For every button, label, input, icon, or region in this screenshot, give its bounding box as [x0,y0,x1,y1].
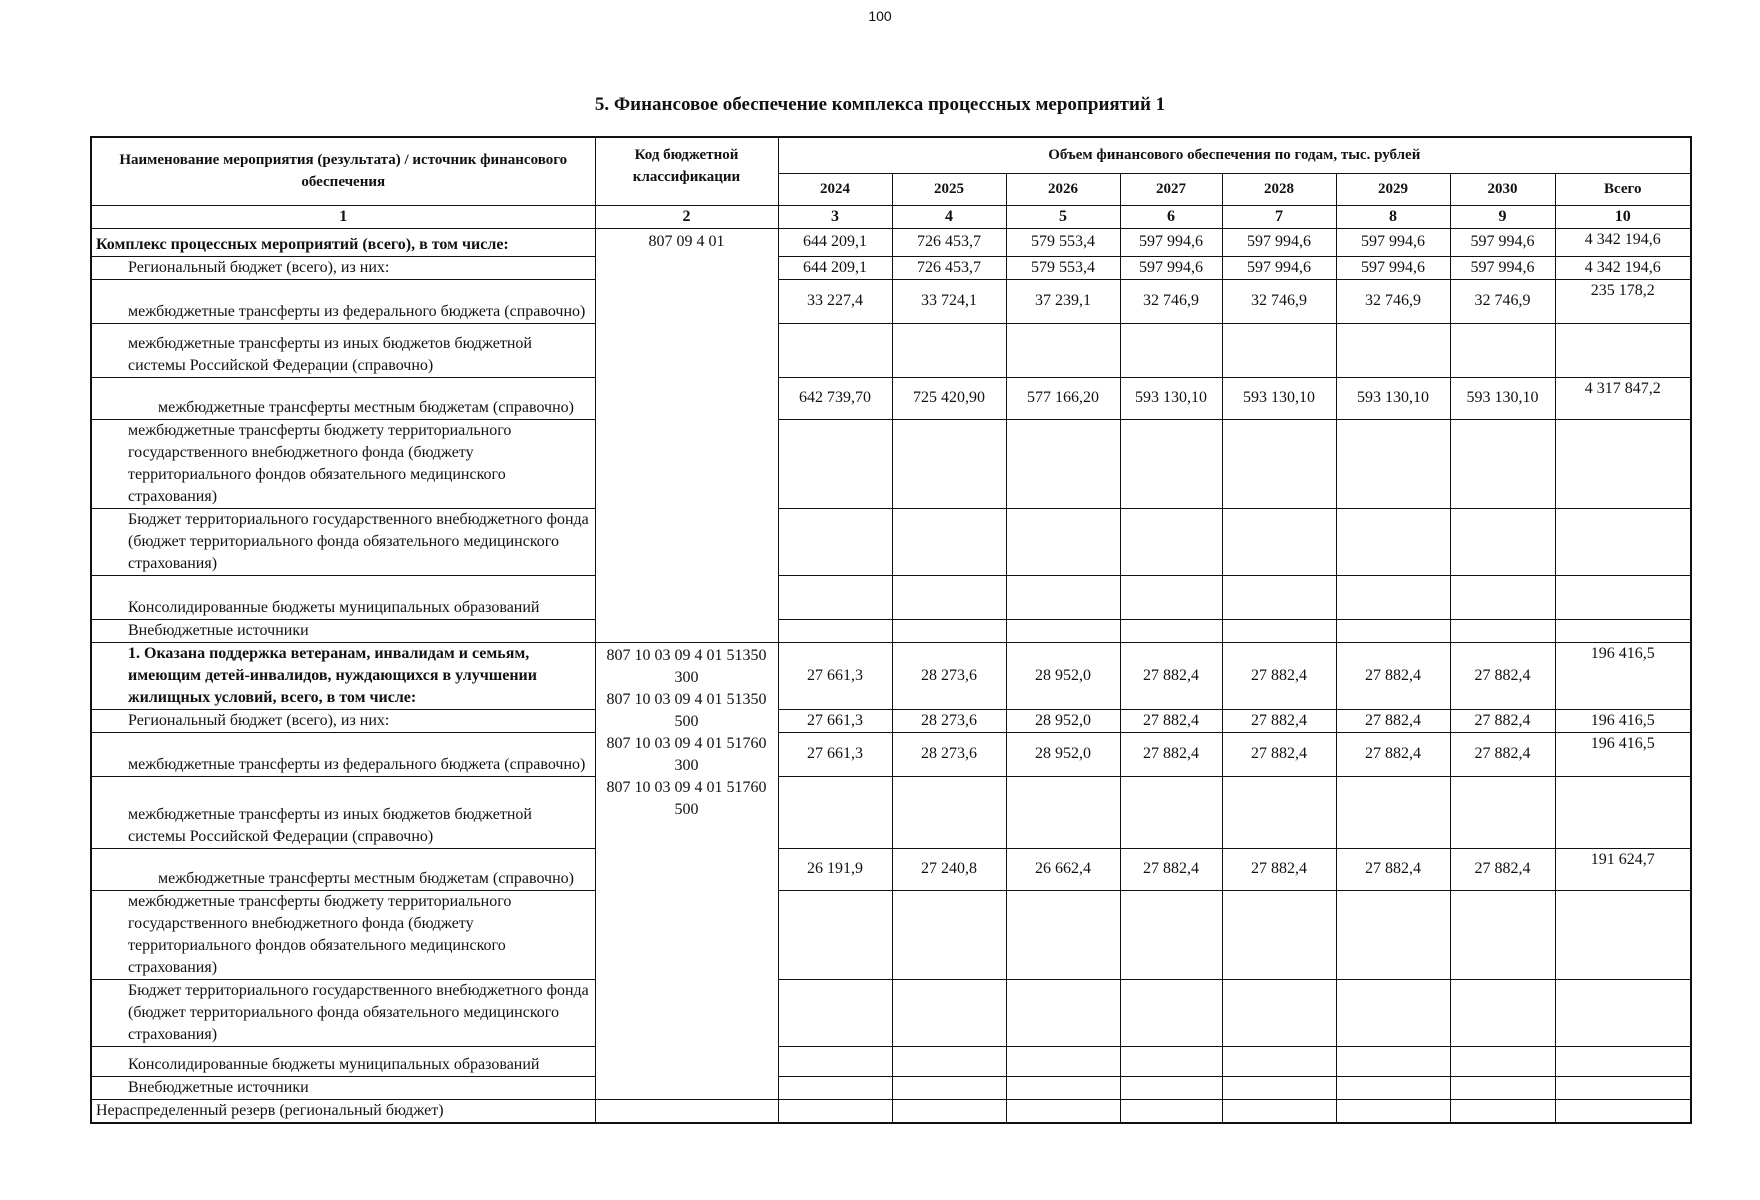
value-cell [892,1099,1006,1123]
total-cell [1555,323,1691,377]
value-cell: 37 239,1 [1006,279,1120,323]
value-cell [1450,619,1555,642]
table-row [91,619,1691,642]
value-cell [1006,323,1120,377]
value-cell [1450,1076,1555,1099]
value-cell: 27 882,4 [1120,848,1222,890]
page-number: 100 [868,8,892,24]
table-row [91,732,1691,776]
value-cell [1120,1076,1222,1099]
row-label: Консолидированные бюджеты муниципальных образований [91,575,595,619]
value-cell: 579 553,4 [1006,228,1120,256]
row-label: межбюджетные трансферты из иных бюджетов бюджетной системы Российской Федерации (справочно) [91,323,595,377]
value-cell [1006,979,1120,1046]
value-cell: 26 662,4 [1006,848,1120,890]
value-cell: 27 882,4 [1222,848,1336,890]
row-label: межбюджетные трансферты местным бюджетам (справочно) [91,377,595,419]
value-cell [1336,1076,1450,1099]
value-cell: 33 724,1 [892,279,1006,323]
table-row [91,419,1691,508]
budget-code-line: 807 10 03 09 4 01 51760 [606,734,767,752]
value-cell: 28 952,0 [1006,642,1120,709]
value-cell: 593 130,10 [1222,377,1336,419]
total-cell: 4 342 194,6 [1555,256,1691,279]
value-cell [778,1076,892,1099]
value-cell: 593 130,10 [1120,377,1222,419]
value-cell [778,323,892,377]
value-cell [1222,890,1336,979]
value-cell [1120,575,1222,619]
value-cell [1222,1046,1336,1076]
value-cell: 27 240,8 [892,848,1006,890]
total-cell: 235 178,2 [1555,279,1691,323]
row-label: Внебюджетные источники [91,619,595,642]
budget-code-cell [595,228,778,642]
value-cell [1222,1099,1336,1123]
value-cell [1450,776,1555,848]
total-cell [1555,619,1691,642]
budget-code-line: 807 10 03 09 4 01 51760 [606,778,767,796]
header-name: Наименование мероприятия (результата) / источник финансового обеспечения [91,137,595,205]
row-label: Бюджет территориального государственного внебюджетного фонда (бюджет территориального фонда обязательного медицинского страхования) [91,508,595,575]
value-cell [1120,1099,1222,1123]
value-cell: 593 130,10 [1336,377,1450,419]
table-row [91,1076,1691,1099]
budget-code-line: 300 [674,668,699,686]
value-cell: 32 746,9 [1336,279,1450,323]
value-cell: 27 882,4 [1120,732,1222,776]
total-cell: 196 416,5 [1555,642,1691,709]
value-cell: 27 882,4 [1450,642,1555,709]
total-cell [1555,1076,1691,1099]
value-cell [1336,1099,1450,1123]
value-cell [1006,1076,1120,1099]
value-cell [1336,619,1450,642]
value-cell: 27 882,4 [1336,848,1450,890]
value-cell [1450,1046,1555,1076]
value-cell [1450,508,1555,575]
value-cell: 33 227,4 [778,279,892,323]
value-cell [1336,323,1450,377]
value-cell [892,323,1006,377]
value-cell [778,890,892,979]
value-cell [1006,1046,1120,1076]
total-cell: 4 342 194,6 [1555,228,1691,256]
value-cell [778,1046,892,1076]
value-cell [892,575,1006,619]
table-row [91,709,1691,732]
value-cell [1450,1099,1555,1123]
value-cell [1006,419,1120,508]
value-cell [892,979,1006,1046]
total-cell: 196 416,5 [1555,732,1691,776]
value-cell [1222,419,1336,508]
value-cell: 644 209,1 [778,256,892,279]
table-row [91,1046,1691,1076]
column-number: 3 [778,205,892,228]
value-cell [1336,890,1450,979]
value-cell [1222,1076,1336,1099]
row-label: Бюджет территориального государственного внебюджетного фонда (бюджет территориального фонда обязательного медицинского страхования) [91,979,595,1046]
budget-code-line: 500 [674,800,699,818]
table-row [91,508,1691,575]
column-number: 8 [1336,205,1450,228]
value-cell: 28 952,0 [1006,709,1120,732]
header-year: 2029 [1336,173,1450,205]
value-cell: 28 273,6 [892,732,1006,776]
total-cell [1555,979,1691,1046]
value-cell: 597 994,6 [1120,228,1222,256]
value-cell [1006,508,1120,575]
row-label: Региональный бюджет (всего), из них: [91,709,595,732]
total-cell: 191 624,7 [1555,848,1691,890]
row-label: межбюджетные трансферты из федерального бюджета (справочно) [91,732,595,776]
value-cell [778,979,892,1046]
value-cell: 597 994,6 [1120,256,1222,279]
value-cell: 27 882,4 [1120,709,1222,732]
total-cell [1555,419,1691,508]
value-cell: 27 882,4 [1450,709,1555,732]
value-cell [1006,619,1120,642]
value-cell: 32 746,9 [1450,279,1555,323]
value-cell [892,619,1006,642]
value-cell: 27 661,3 [778,732,892,776]
table-row [91,979,1691,1046]
total-cell [1555,508,1691,575]
total-cell [1555,890,1691,979]
row-label: 1. Оказана поддержка ветеранам, инвалидам и семьям, имеющим детей-инвалидов, нуждающихся в улучшении жилищных условий, всего, в том числе: [91,642,595,709]
value-cell [1450,419,1555,508]
value-cell [892,1076,1006,1099]
row-label: межбюджетные трансферты из федерального бюджета (справочно) [91,279,595,323]
value-cell [1006,575,1120,619]
code-cell [595,1099,778,1123]
value-cell: 27 661,3 [778,709,892,732]
value-cell: 644 209,1 [778,228,892,256]
value-cell: 27 882,4 [1450,848,1555,890]
table-row [91,377,1691,419]
value-cell [1120,1046,1222,1076]
header-year: 2026 [1006,173,1120,205]
value-cell [1120,979,1222,1046]
value-cell: 32 746,9 [1120,279,1222,323]
table-row [91,642,1691,709]
value-cell [1120,776,1222,848]
value-cell [1006,1099,1120,1123]
value-cell [778,508,892,575]
column-number: 5 [1006,205,1120,228]
header-year: 2027 [1120,173,1222,205]
budget-code-line: 500 [674,712,699,730]
value-cell [892,890,1006,979]
reserve-row [91,1099,1691,1123]
value-cell [1006,890,1120,979]
value-cell: 597 994,6 [1450,256,1555,279]
row-label: Внебюджетные источники [91,1076,595,1099]
value-cell [892,776,1006,848]
value-cell: 725 420,90 [892,377,1006,419]
value-cell: 597 994,6 [1336,256,1450,279]
row-label: Консолидированные бюджеты муниципальных образований [91,1046,595,1076]
budget-code-line: 300 [674,756,699,774]
total-cell: 4 317 847,2 [1555,377,1691,419]
header-code: Код бюджетной классификации [595,137,778,205]
value-cell [1450,575,1555,619]
row-label: межбюджетные трансферты бюджету территориального государственного внебюджетного фонда (бюджету территориального фондов обязательного медицинского страхования) [91,890,595,979]
value-cell: 597 994,6 [1222,228,1336,256]
budget-code-line: 807 10 03 09 4 01 51350 [606,646,767,664]
value-cell [778,575,892,619]
budget-code-cell [595,642,778,1099]
table-body [91,228,1691,1123]
value-cell [1120,323,1222,377]
value-cell [1336,979,1450,1046]
value-cell [1336,419,1450,508]
value-cell [1120,890,1222,979]
column-number: 9 [1450,205,1555,228]
value-cell: 27 882,4 [1336,732,1450,776]
column-number: 6 [1120,205,1222,228]
total-cell [1555,776,1691,848]
total-cell: 196 416,5 [1555,709,1691,732]
header-year: 2024 [778,173,892,205]
value-cell: 27 882,4 [1336,642,1450,709]
header-year: 2025 [892,173,1006,205]
value-cell [892,1046,1006,1076]
table-row [91,256,1691,279]
table-row [91,575,1691,619]
page-title: 5. Финансовое обеспечение комплекса процессных мероприятий 1 [594,94,1166,115]
value-cell [1450,323,1555,377]
row-label: Региональный бюджет (всего), из них: [91,256,595,279]
value-cell [892,508,1006,575]
column-number: 4 [892,205,1006,228]
value-cell [1222,776,1336,848]
value-cell: 597 994,6 [1222,256,1336,279]
value-cell: 593 130,10 [1450,377,1555,419]
table-row [91,323,1691,377]
financing-table [90,136,1692,1124]
value-cell [1555,1099,1691,1123]
value-cell: 27 882,4 [1120,642,1222,709]
value-cell: 27 882,4 [1222,732,1336,776]
table-row [91,279,1691,323]
value-cell: 27 882,4 [1222,642,1336,709]
value-cell: 642 739,70 [778,377,892,419]
value-cell: 28 952,0 [1006,732,1120,776]
value-cell: 597 994,6 [1450,228,1555,256]
value-cell: 28 273,6 [892,709,1006,732]
value-cell: 726 453,7 [892,228,1006,256]
header-total: Всего [1555,173,1691,205]
value-cell: 27 882,4 [1222,709,1336,732]
budget-code: 807 09 4 01 [648,232,725,250]
value-cell: 726 453,7 [892,256,1006,279]
header-year: 2030 [1450,173,1555,205]
row-label: Комплекс процессных мероприятий (всего), в том числе: [91,228,595,256]
value-cell [1222,575,1336,619]
total-cell [1555,575,1691,619]
value-cell [892,419,1006,508]
value-cell: 27 882,4 [1450,732,1555,776]
table-row [91,228,1691,256]
value-cell: 26 191,9 [778,848,892,890]
value-cell [1336,575,1450,619]
value-cell [778,776,892,848]
value-cell [1222,323,1336,377]
value-cell [1222,979,1336,1046]
value-cell [1336,1046,1450,1076]
value-cell [1450,890,1555,979]
row-label: межбюджетные трансферты бюджету территориального государственного внебюджетного фонда (бюджету территориального фондов обязательного медицинского страхования) [91,419,595,508]
column-number: 10 [1555,205,1691,228]
value-cell [1336,776,1450,848]
table-row [91,776,1691,848]
value-cell: 579 553,4 [1006,256,1120,279]
value-cell [778,419,892,508]
column-number: 1 [91,205,595,228]
table-row [91,890,1691,979]
value-cell [1222,508,1336,575]
value-cell: 577 166,20 [1006,377,1120,419]
row-label: межбюджетные трансферты местным бюджетам (справочно) [91,848,595,890]
value-cell [1450,979,1555,1046]
budget-code-line: 807 10 03 09 4 01 51350 [606,690,767,708]
value-cell [1222,619,1336,642]
total-cell [1555,1046,1691,1076]
header-volume: Объем финансового обеспечения по годам, тыс. рублей [778,137,1691,173]
row-label: Нераспределенный резерв (региональный бюджет) [91,1099,595,1123]
header-year: 2028 [1222,173,1336,205]
value-cell [778,619,892,642]
row-label: межбюджетные трансферты из иных бюджетов бюджетной системы Российской Федерации (справочно) [91,776,595,848]
column-numbers-row [91,205,1691,228]
value-cell [1336,508,1450,575]
value-cell [778,1099,892,1123]
value-cell [1120,419,1222,508]
value-cell: 28 273,6 [892,642,1006,709]
table-row [91,848,1691,890]
value-cell [1120,619,1222,642]
value-cell [1120,508,1222,575]
value-cell: 27 661,3 [778,642,892,709]
value-cell: 597 994,6 [1336,228,1450,256]
value-cell [1006,776,1120,848]
column-number: 7 [1222,205,1336,228]
value-cell: 32 746,9 [1222,279,1336,323]
value-cell: 27 882,4 [1336,709,1450,732]
column-number: 2 [595,205,778,228]
